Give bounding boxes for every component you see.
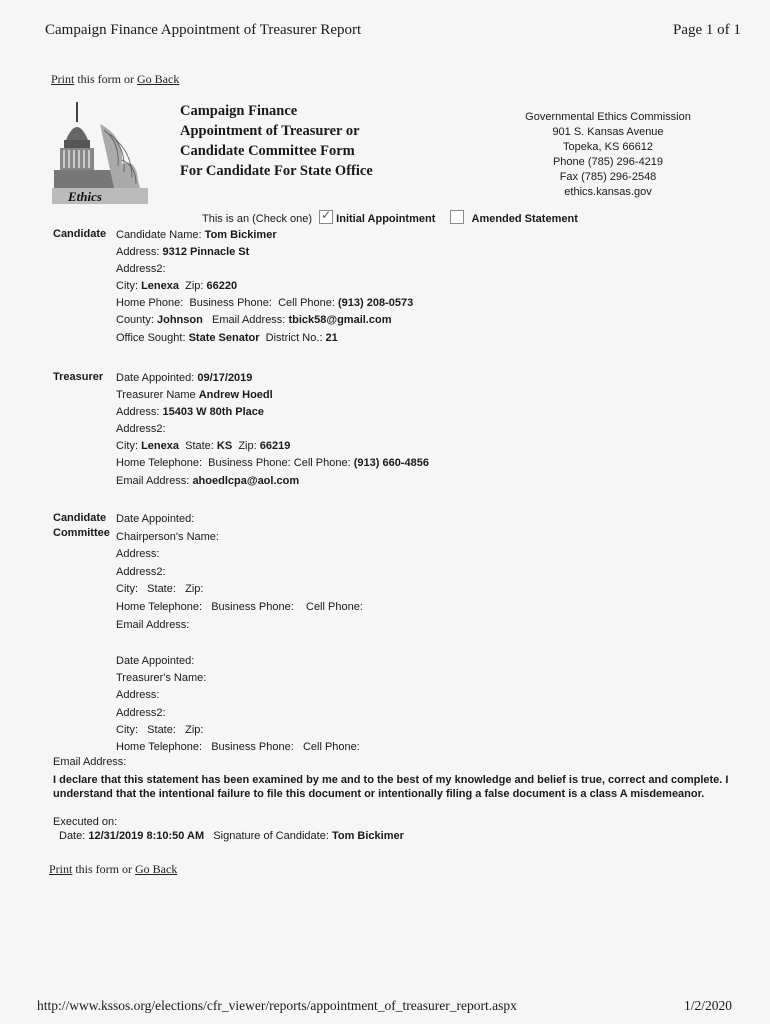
treasurer-address: 15403 W 80th Place: [162, 406, 264, 419]
field-label: Cell Phone:: [302, 741, 360, 754]
kansas-capitol-ethics-seal-icon: [52, 100, 148, 204]
agency-city: Topeka, KS 66612: [563, 141, 653, 153]
field-label: Cell Phone:: [306, 600, 363, 613]
candidate-signature: Tom Bickimer: [331, 830, 404, 842]
agency-fax: Fax (785) 296-2548: [559, 171, 657, 183]
field-label: Email Address:: [53, 756, 127, 768]
title-line: Appointment of Treasurer or: [180, 123, 360, 139]
page-number: Page 1 of 1: [673, 22, 741, 38]
field-label: Treasurer Name: [116, 389, 196, 402]
field-label: State:: [147, 583, 176, 596]
agency-address: [510, 110, 706, 200]
agency-name: Governmental Ethics Commission: [525, 111, 691, 123]
committee-block: [116, 511, 363, 634]
field-label: Address2:: [116, 565, 166, 578]
treasurer-section-label: Treasurer: [53, 371, 104, 383]
field-label: Home Telephone:: [116, 600, 203, 613]
footer-url: http://www.kssos.org/elections/cfr_viewer/reports/appointment_of_treasurer_report.aspx: [37, 998, 517, 1013]
declaration-text: I declare that this statement has been examined by me and to the best of my knowledge and belief is true, correct and complete. I understand that the intentional failure to file this document or intentionally filing a false document is a class A misdemeanor.: [53, 774, 729, 800]
candidate-address: 9312 Pinnacle St: [162, 246, 250, 259]
title-line: For Candidate For State Office: [180, 163, 373, 179]
candidate-block: [116, 227, 413, 347]
field-label: Home Telephone:: [116, 741, 203, 754]
field-label: Date:: [59, 830, 86, 842]
candidate-name: Tom Bickimer: [204, 229, 277, 241]
print-link[interactable]: Print: [51, 72, 75, 86]
committee-treasurer-block: [116, 653, 360, 756]
field-label: Email Address:: [212, 314, 286, 327]
agency-street: 901 S. Kansas Avenue: [552, 126, 664, 138]
field-label: Cell Phone:: [293, 457, 351, 470]
committee-label-line: Candidate: [53, 512, 107, 524]
treasurer-city: Lenexa: [141, 440, 179, 453]
nav-text: this form or: [77, 72, 135, 86]
candidate-section-label: Candidate: [53, 228, 107, 240]
title-line: Candidate Committee Form: [180, 143, 355, 159]
candidate-cell-phone: (913) 208-0573: [338, 297, 414, 310]
footer-date: 1/2/2020: [684, 998, 733, 1013]
bottom-nav: [49, 862, 177, 877]
field-label: Email Address:: [116, 618, 190, 631]
top-nav: [51, 72, 179, 87]
field-label: Business Phone:: [208, 457, 291, 470]
candidate-city: Lenexa: [141, 280, 179, 293]
seal-text: Ethics: [68, 189, 102, 204]
field-label: City:: [116, 583, 138, 596]
initial-appointment-label: Initial Appointment: [336, 213, 436, 225]
treasurer-zip: 66219: [259, 440, 291, 453]
field-label: Signature of Candidate:: [213, 830, 329, 842]
treasurer-cell-phone: (913) 660-4856: [353, 457, 429, 470]
executed-row: [59, 830, 404, 842]
candidate-office: State Senator: [188, 331, 260, 344]
field-label: District No.:: [265, 331, 323, 344]
field-label: Candidate Name:: [116, 229, 202, 241]
field-label: Business Phone:: [211, 741, 294, 754]
field-label: Address2:: [116, 263, 166, 276]
field-label: State:: [185, 440, 214, 453]
field-label: Cell Phone:: [278, 297, 335, 310]
field-label: Home Telephone:: [116, 457, 203, 470]
treasurer-date-appointed: 09/17/2019: [197, 372, 253, 384]
field-label: Date Appointed:: [116, 513, 195, 525]
field-label: Address:: [116, 406, 160, 419]
page-header-title: Campaign Finance Appointment of Treasurer Report: [45, 22, 362, 38]
amended-statement-checkbox[interactable]: [450, 210, 464, 224]
treasurer-block: [116, 370, 429, 490]
field-label: Address:: [116, 548, 160, 561]
field-label: Treasurer's Name:: [116, 672, 207, 685]
check-prompt: This is an (Check one): [202, 213, 313, 225]
field-label: City:: [116, 440, 138, 453]
go-back-link[interactable]: Go Back: [137, 72, 180, 86]
field-label: Date Appointed:: [116, 372, 195, 384]
field-label: Address:: [116, 246, 160, 259]
go-back-link[interactable]: Go Back: [135, 862, 178, 876]
field-label: Home Phone:: [116, 297, 184, 310]
field-label: City:: [116, 723, 138, 736]
print-link[interactable]: Print: [49, 862, 73, 876]
field-label: Zip:: [185, 280, 204, 293]
field-label: County:: [116, 314, 154, 327]
field-label: Date Appointed:: [116, 655, 195, 667]
field-label: Chairperson's Name:: [116, 530, 219, 543]
initial-appointment-checkbox[interactable]: [319, 210, 333, 224]
treasurer-name: Andrew Hoedl: [198, 389, 273, 402]
candidate-district: 21: [325, 331, 338, 344]
field-label: Business Phone:: [189, 297, 272, 310]
field-label: Address:: [116, 689, 160, 702]
field-label: Zip:: [238, 440, 257, 453]
field-label: Office Sought:: [116, 331, 186, 344]
field-label: Business Phone:: [211, 600, 294, 613]
candidate-zip: 66220: [206, 280, 238, 293]
committee-label-line: Committee: [53, 527, 110, 539]
field-label: Address2:: [116, 706, 166, 719]
field-label: Address2:: [116, 423, 166, 436]
amended-statement-label: Amended Statement: [471, 213, 578, 225]
statement-type-row: [202, 210, 578, 225]
field-label: Zip:: [185, 723, 204, 736]
executed-date: 12/31/2019 8:10:50 AM: [88, 830, 205, 842]
form-title: [180, 101, 373, 181]
agency-website: ethics.kansas.gov: [564, 186, 652, 198]
field-label: State:: [147, 723, 176, 736]
executed-label: Executed on:: [53, 816, 118, 828]
field-label: Email Address:: [116, 474, 190, 487]
treasurer-state: KS: [216, 440, 233, 453]
agency-phone: Phone (785) 296-4219: [552, 156, 664, 168]
treasurer-email: ahoedlcpa@aol.com: [192, 474, 300, 487]
field-label: City:: [116, 280, 138, 293]
candidate-county: Johnson: [156, 314, 203, 327]
nav-text: this form or: [75, 862, 133, 876]
candidate-email: tbick58@gmail.com: [288, 314, 392, 327]
title-line: Campaign Finance: [180, 103, 298, 119]
committee-section-label: [53, 511, 110, 541]
field-label: Zip:: [185, 583, 204, 596]
